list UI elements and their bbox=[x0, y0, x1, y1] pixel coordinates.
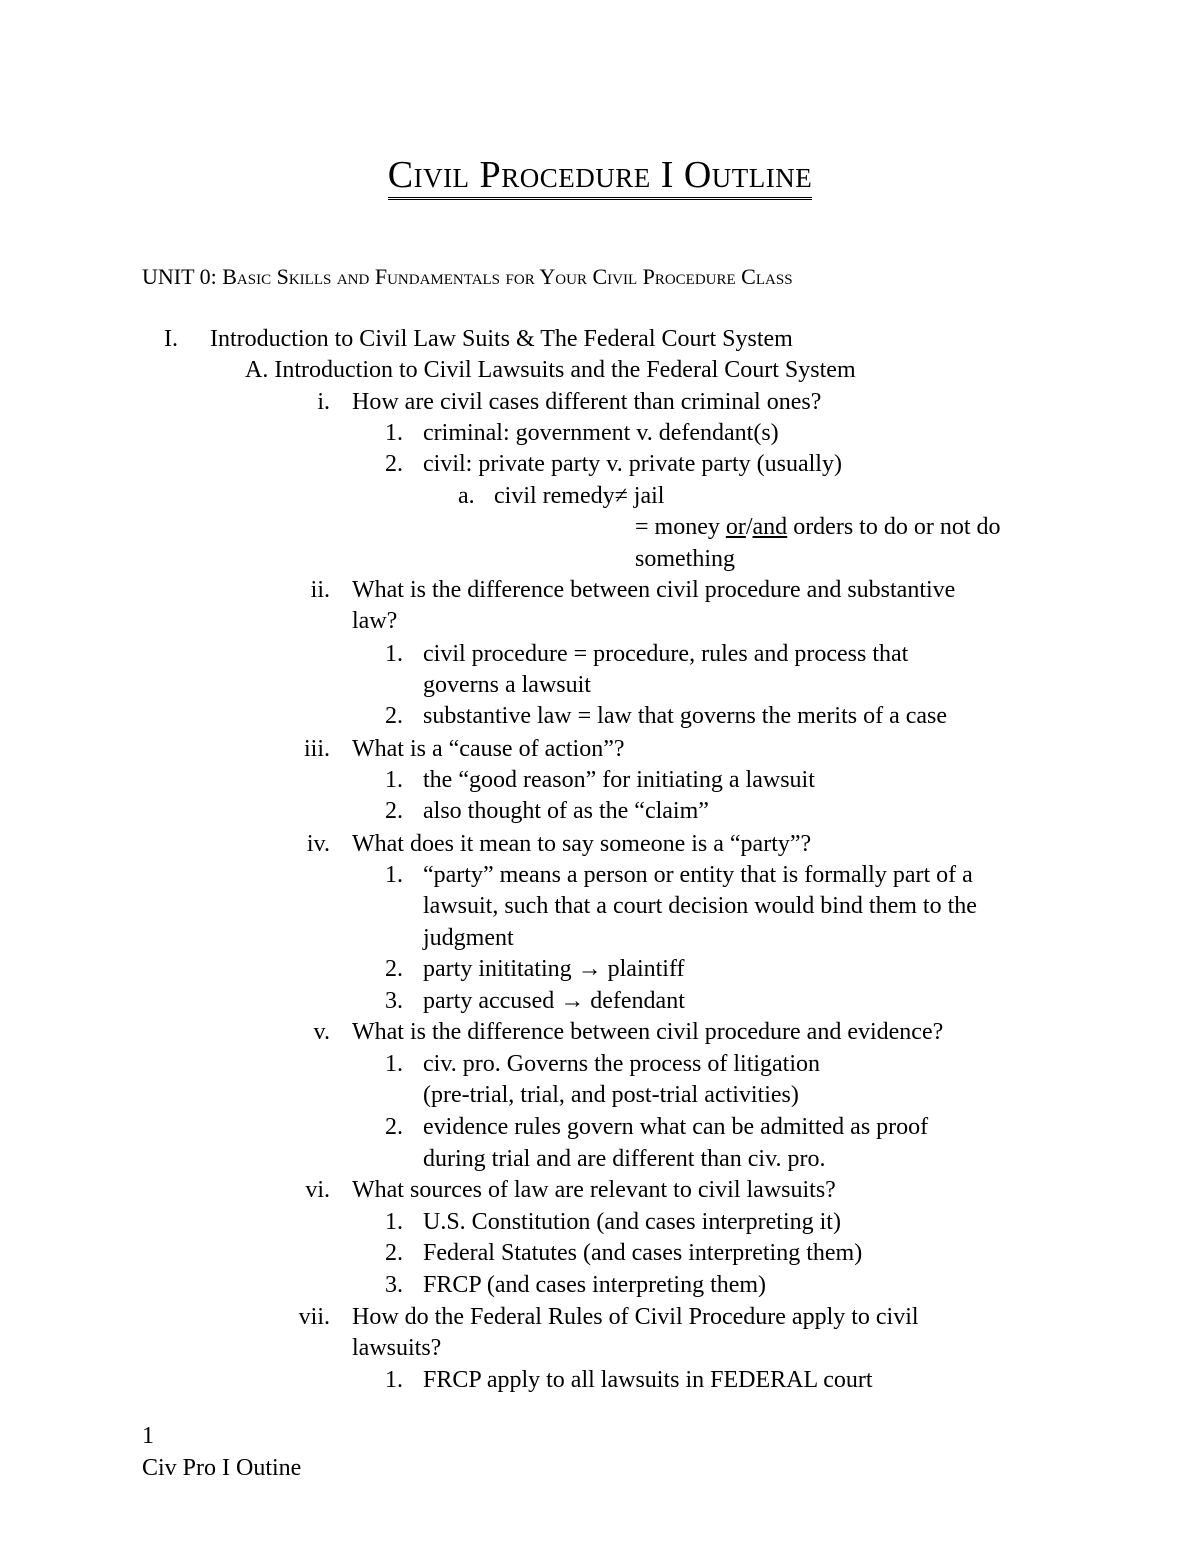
sub-answer-continuation bbox=[635, 512, 1001, 543]
answer-marker: 2. bbox=[385, 798, 403, 824]
unit-heading: UNIT 0: Basic Skills and Fundamentals for Your Civil Procedure Class bbox=[142, 264, 793, 289]
subsection-text: Introduction to Civil Lawsuits and the Federal Court System bbox=[274, 357, 856, 383]
answer-marker: 1. bbox=[385, 641, 403, 667]
answer-text: criminal: government v. defendant(s) bbox=[423, 420, 779, 446]
question-marker: iv. bbox=[306, 831, 330, 857]
question-text: What does it mean to say someone is a “party”? bbox=[352, 831, 812, 857]
answer-item bbox=[385, 701, 948, 732]
document-title bbox=[0, 150, 1200, 200]
answer-text: civ. pro. Governs the process of litigation bbox=[423, 1051, 821, 1077]
answer-marker: 1. bbox=[385, 767, 403, 793]
answer-item bbox=[385, 1365, 873, 1396]
question-text: What is a “cause of action”? bbox=[352, 736, 625, 762]
question-text: What sources of law are relevant to civil lawsuits? bbox=[352, 1177, 836, 1203]
answer-item bbox=[385, 765, 815, 796]
question-continuation: lawsuits? bbox=[352, 1335, 442, 1361]
sub-answer-item bbox=[458, 481, 665, 512]
answer-marker: 1. bbox=[385, 420, 403, 446]
answer-continuation: governs a lawsuit bbox=[423, 672, 591, 698]
answer-item bbox=[385, 986, 685, 1017]
answer-text: Federal Statutes (and cases interpreting them) bbox=[423, 1240, 863, 1266]
answer-marker: 1. bbox=[385, 1051, 403, 1077]
answer-marker: 1. bbox=[385, 1209, 403, 1235]
question-continuation: law? bbox=[352, 608, 398, 634]
answer-item bbox=[385, 1238, 863, 1269]
question-text: How do the Federal Rules of Civil Procedure apply to civil bbox=[352, 1304, 919, 1330]
answer-item bbox=[385, 639, 909, 670]
answer-item bbox=[385, 860, 973, 891]
answer-marker: 3. bbox=[385, 1272, 403, 1298]
answer-item bbox=[385, 418, 779, 449]
slash: / bbox=[745, 514, 753, 540]
answer-marker: 1. bbox=[385, 862, 403, 888]
continuation-text: = money bbox=[635, 514, 726, 540]
page-number: 1 bbox=[142, 1423, 154, 1449]
question-text: What is the difference between civil procedure and substantive bbox=[352, 577, 956, 603]
answer-text: civil: private party v. private party (usually) bbox=[423, 451, 842, 477]
question-marker: i. bbox=[317, 389, 330, 415]
sub-answer-text: civil remedy≠ jail bbox=[494, 483, 665, 509]
answer-continuation: (pre-trial, trial, and post-trial activities) bbox=[423, 1082, 799, 1108]
answer-item bbox=[385, 796, 709, 827]
section-marker: I. bbox=[164, 326, 178, 352]
answer-marker: 1. bbox=[385, 1367, 403, 1393]
subsection-marker: A. bbox=[245, 357, 269, 383]
outline-subsection bbox=[245, 355, 856, 386]
answer-item bbox=[385, 954, 685, 985]
section-text: Introduction to Civil Law Suits & The Federal Court System bbox=[210, 326, 793, 352]
answer-item bbox=[385, 1270, 767, 1301]
question-text: How are civil cases different than criminal ones? bbox=[352, 389, 822, 415]
answer-marker: 2. bbox=[385, 1240, 403, 1266]
answer-item bbox=[385, 1049, 821, 1080]
answer-item bbox=[385, 1112, 929, 1143]
answer-text: party accused → defendant bbox=[423, 988, 685, 1014]
answer-text: FRCP apply to all lawsuits in FEDERAL court bbox=[423, 1367, 873, 1393]
answer-text: U.S. Constitution (and cases interpreting it) bbox=[423, 1209, 841, 1235]
question-marker: iii. bbox=[303, 736, 330, 762]
answer-item bbox=[385, 449, 842, 480]
answer-text: the “good reason” for initiating a lawsuit bbox=[423, 767, 815, 793]
answer-text: evidence rules govern what can be admitted as proof bbox=[423, 1114, 929, 1140]
answer-marker: 3. bbox=[385, 988, 403, 1014]
title-text: Civil Procedure I Outline bbox=[388, 154, 813, 200]
running-footer: Civ Pro I Outine bbox=[142, 1455, 302, 1481]
answer-item bbox=[385, 1207, 841, 1238]
question-marker: vii. bbox=[298, 1304, 330, 1330]
question-marker: vi. bbox=[305, 1177, 330, 1203]
answer-marker: 2. bbox=[385, 451, 403, 477]
answer-text: civil procedure = procedure, rules and process that bbox=[423, 641, 909, 667]
continuation-text: orders to do or not do bbox=[787, 514, 1001, 540]
answer-text: party inititating → plaintiff bbox=[423, 956, 685, 982]
answer-text: also thought of as the “claim” bbox=[423, 798, 709, 824]
sub-answer-continuation: something bbox=[635, 546, 735, 572]
underlined-and: and bbox=[752, 514, 788, 540]
answer-continuation: judgment bbox=[423, 925, 514, 951]
answer-text: “party” means a person or entity that is formally part of a bbox=[423, 862, 973, 888]
question-text: What is the difference between civil procedure and evidence? bbox=[352, 1019, 944, 1045]
answer-text: substantive law = law that governs the merits of a case bbox=[423, 703, 948, 729]
answer-text: FRCP (and cases interpreting them) bbox=[423, 1272, 767, 1298]
answer-marker: 2. bbox=[385, 703, 403, 729]
answer-continuation: lawsuit, such that a court decision would bind them to the bbox=[423, 893, 977, 919]
answer-continuation: during trial and are different than civ. pro. bbox=[423, 1146, 826, 1172]
sub-answer-marker: a. bbox=[458, 483, 475, 509]
underlined-or: or bbox=[725, 514, 746, 540]
answer-marker: 2. bbox=[385, 1114, 403, 1140]
answer-marker: 2. bbox=[385, 956, 403, 982]
question-marker: v. bbox=[313, 1019, 330, 1045]
question-marker: ii. bbox=[310, 577, 330, 603]
